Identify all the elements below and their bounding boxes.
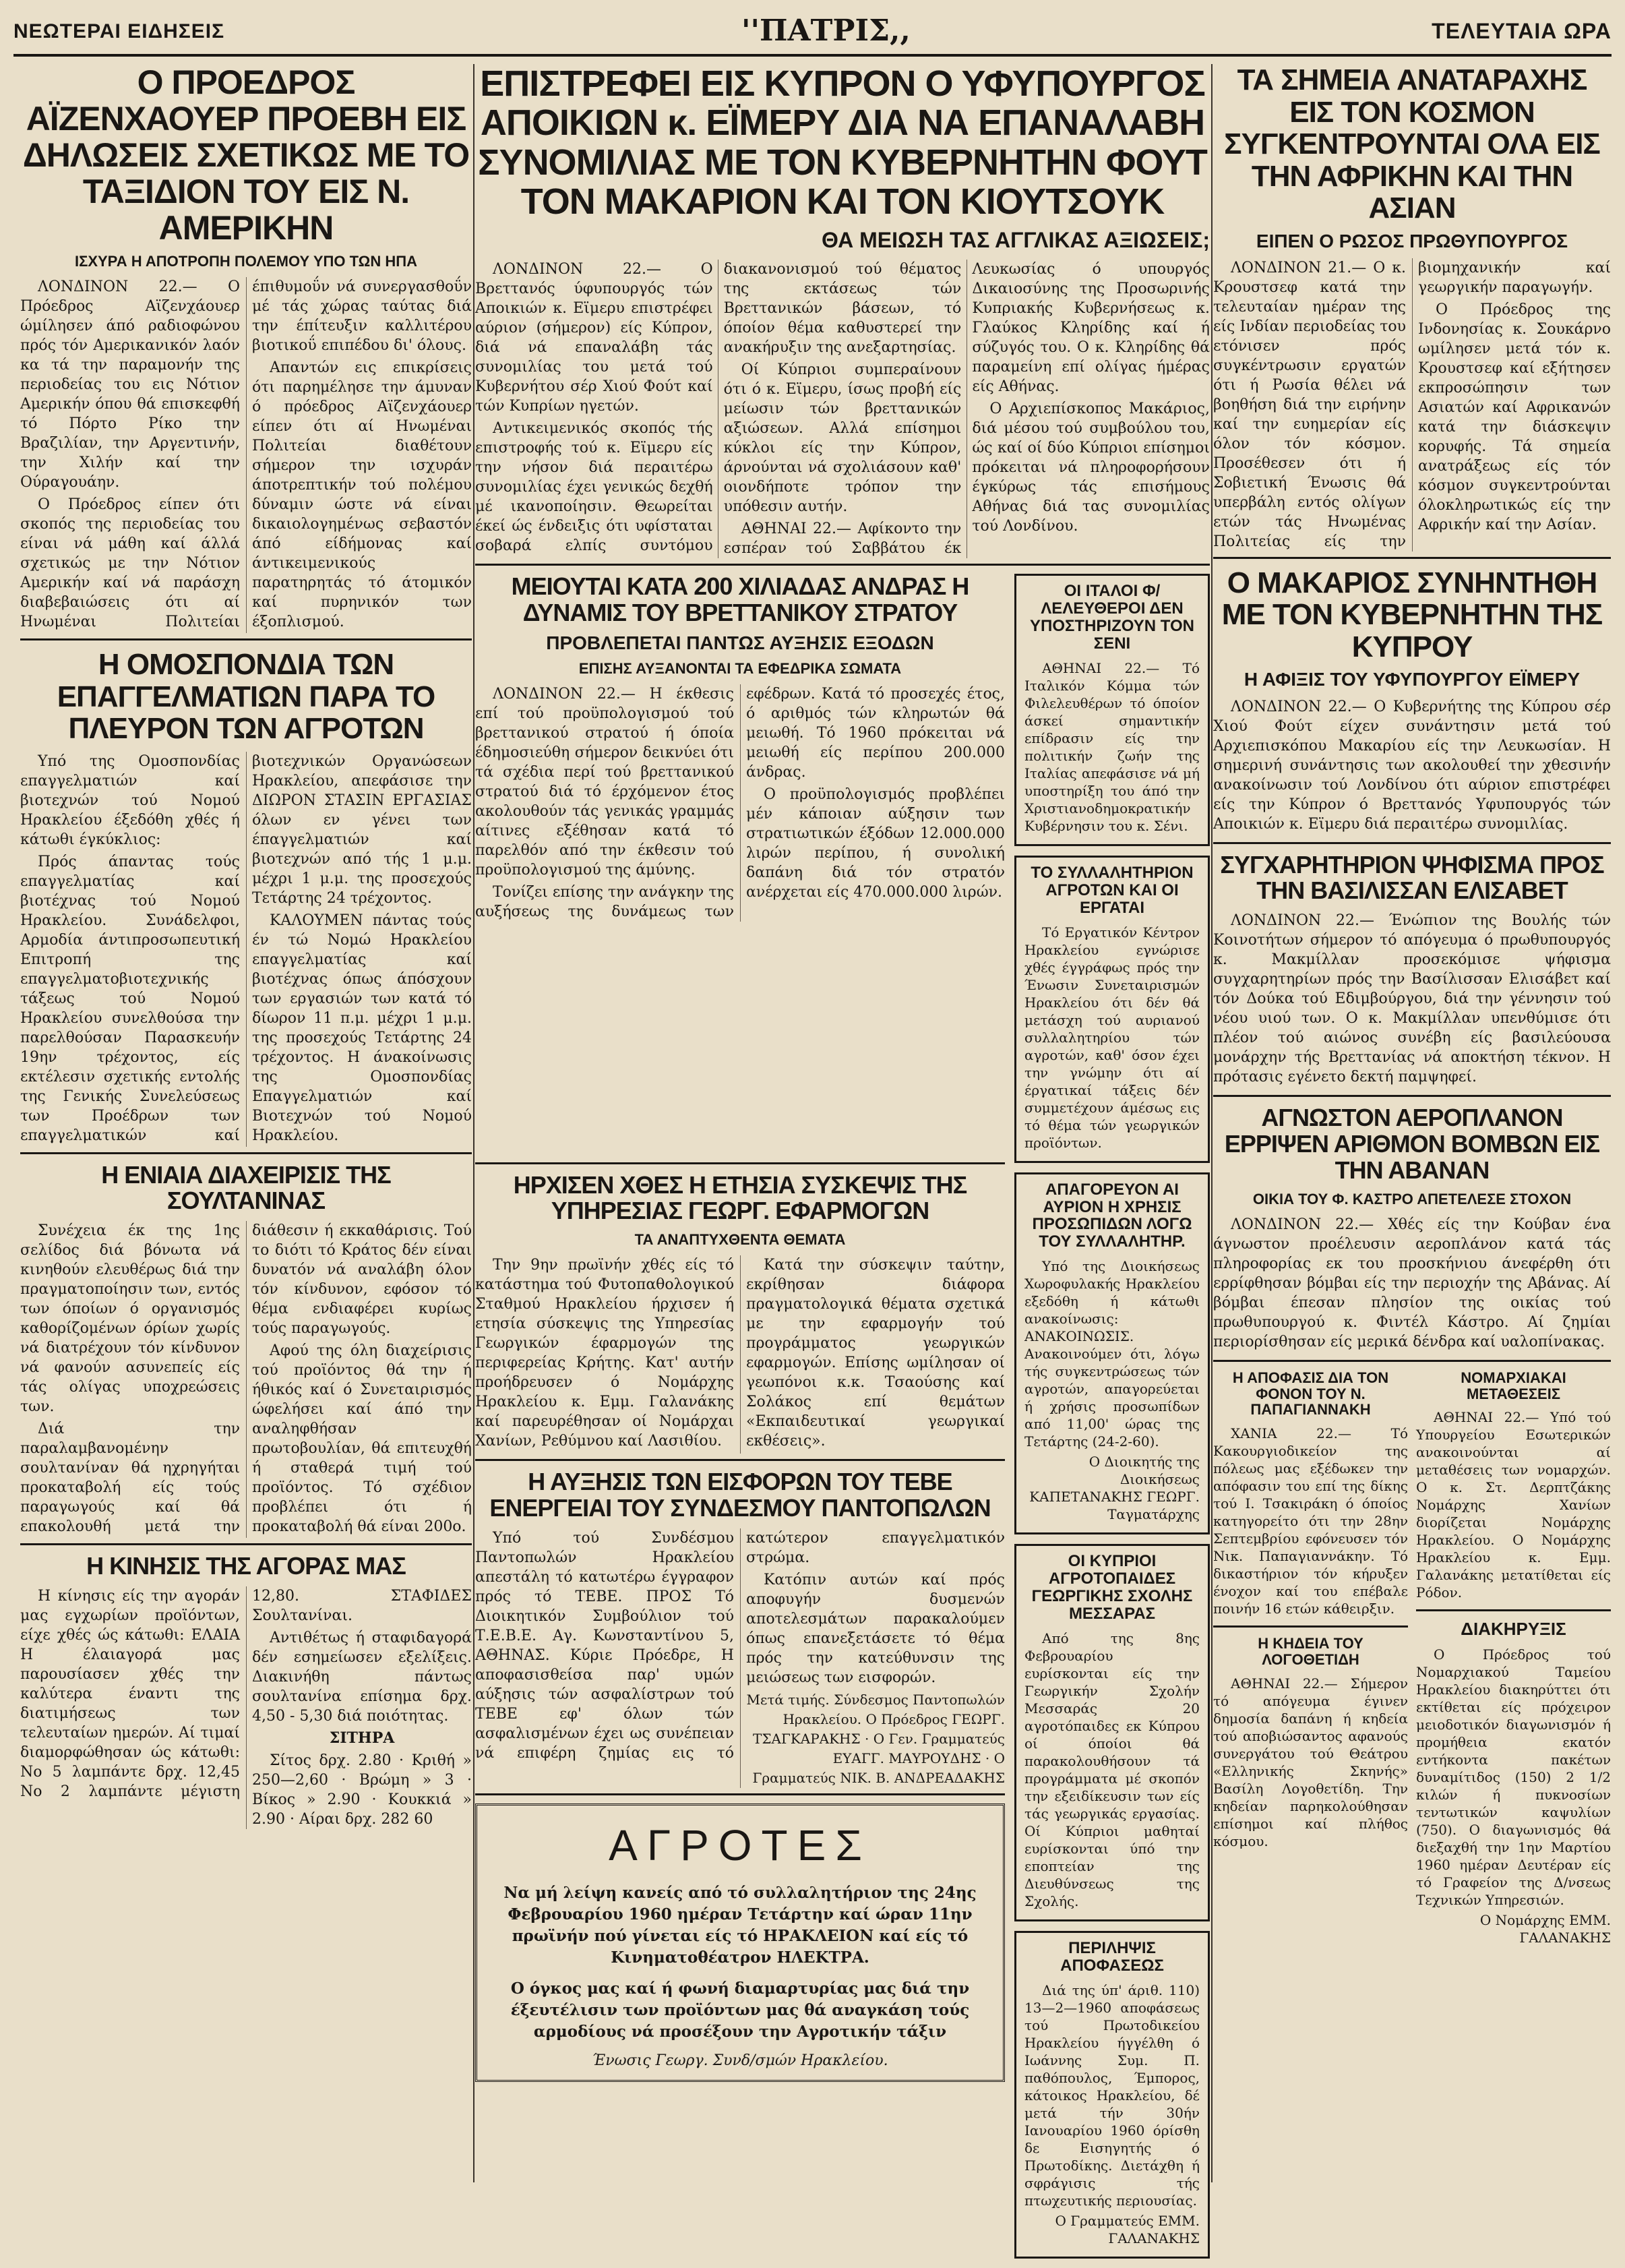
article-cyprus-amery xyxy=(475,64,1210,566)
article-eisenhower xyxy=(20,64,472,640)
paragraph: Την 9ην πρωϊνήν χθές είς τό κατάστημα τού Φυτοπαθολογικού Σταθμού Ηρακλείου ήρχισεν ή ετησία σύσκεψις της Υπηρεσίας Γεωργικών έφαρμογών της περιφερείας Κρήτης. Κατ' αυτήν προήδρευσεν ό Νομάρχης Ηρακλείου κ. Εμμ. Γαλανάκης καί παρευρέθησαν οί Νομάρχαι Χανίων, Ρεθύμνου καί Λασιθίου. xyxy=(475,1257,734,1450)
headline-makarios: Ο ΜΑΚΑΡΙΟΣ ΣΥΝΗΝΤΗΘΗ ΜΕ ΤΟΝ ΚΥΒΕΡΝΗΤΗΝ ΤΗΣ ΚΥΠΡΟΥ xyxy=(1221,566,1603,663)
article-sultanina xyxy=(20,1162,472,1546)
article-body xyxy=(1213,1675,1408,1850)
paragraph: ΛΟΝΔΙΝΟΝ 22.— Ο Βρεττανός ύφυπουργός τών Αποικιών κ. Εϊμερυ επιστρέφει αύριον (σήμερον) είς Κύπρον, διά νά επαναλάβη τάς συνομιλίας του μετά τού Κυβερνήτου σέρ Χιού Φούτ καί τών Κυπρίων ηγετών. xyxy=(475,261,713,415)
article-funeral xyxy=(1213,1636,1408,1850)
article-cypriot-students xyxy=(1014,1544,1210,1921)
row-agriculture xyxy=(475,1172,1210,2268)
headline-court-decision: ΠΕΡΙΛΗΨΙΣ ΑΠΟΦΑΣΕΩΣ xyxy=(1060,1938,1164,1975)
paragraph: ΛΟΝΔΙΝΟΝ 22.— Χθές είς την Κούβαν ένα άγνωστον προέλευσιν αεροπλάνον κατά τάς πληροφορίας εκ του προσκήνιου άνεφέρθη ότι ερρίφθησαν βόμβαι είς την περιοχήν της Αβάνας. Αί βόμβαι έπεσαν πλησίον της οικίας τού πρωθυπουργού κ. Φιντέλ Κάστρο. Αί ζημίαι περιορίσθησαν είς μερικά δένδρα καί υαλοπίνακας. xyxy=(1213,1216,1611,1350)
article-body xyxy=(1213,911,1611,1087)
paragraph: Υπό τού Συνδέσμου Παντοπωλών Ηρακλείου απεστάλη τό κατωτέρω έγγραφον πρός τό ΤΕΒΕ. ΠΡΟΣ Τό Διοικητικόν Συμβούλιον τού Τ.Ε.Β.Ε. Αγ. Κωνσταντίνου 5, ΑΘΗΝΑΣ. Κύριε Πρόεδρε, Η αποφασισθείσα παρ' υμών αύξησις τών ασφαλίστρων τού ΤΕΒΕ εφ' όλων τών ασφαλισμένων έχει ως συνέπειαν νά επιφέρη ζημίας εις τό κατώτερον επαγγελματικόν στρώμα. xyxy=(475,1530,1005,1762)
paragraph: ΛΟΝΔΙΝΟΝ 22.— Η έκθεσις επί τού προϋπολογισμού τού βρεττανικού στρατού ή όποία έδημοσιεύθη σήμερον δεικνύει ότι τά σχέδια περί τού βρεττανικού στρατού διά τό έρχόμενον έτος ακολουθούν τάς γενικάς γραμμάς αίτινες εξέθησαν κατά τό παρελθόν από την έκθεσιν τού προϋπολογισμού της άμύνης. xyxy=(475,686,734,879)
article-body xyxy=(20,752,472,1147)
headline-tebe: Η ΑΥΞΗΣΙΣ ΤΩΝ ΕΙΣΦΟΡΩΝ ΤΟΥ ΤΕΒΕ ΕΝΕΡΓΕΙΑΙ ΤΟΥ ΣΥΝΔΕΣΜΟΥ ΠΑΝΤΟΠΩΛΩΝ xyxy=(489,1468,991,1522)
headline-italian-liberals: ΟΙ ΙΤΑΛΟΙ Φ/ΛΕΛΕΥΘΕΡΟΙ ΔΕΝ ΥΠΟΣΤΗΡΙΖΟΥΝ ΤΟΝ ΣΕΝΙ xyxy=(1030,582,1194,653)
signature: Ο Διοικητής της Διοικήσεως ΚΑΠΕΤΑΝΑΚΗΣ ΓΕΩΡΓ. Ταγματάρχης xyxy=(1029,1454,1200,1523)
signature: Ο Γραμματεύς ΕΜΜ. ΓΑΛΑΝΑΚΗΣ xyxy=(1055,2212,1200,2246)
ad-text: Να μή λείψη κανείς από τό συλλαλητήριον της 24ης Φεβρουαρίου 1960 ημέραν Τετάρτην καί ώραν 11ην πρωϊνήν πού γίνεται είς τό ΗΡΑΚΛΕΙΟΝ καί είς τό Κινηματοθέατρον ΗΛΕΚΤΡΑ. xyxy=(503,1884,977,1967)
paragraph: Υπό της Ομοσπονδίας επαγγελματιών καί βιοτεχνών τού Νομού Ηρακλείου έξεδόθη χθές ή κάτωθι έγκύκλιος: xyxy=(20,752,240,848)
paragraph: Ο Πρόεδρος είπεν ότι σκοπός της περιοδείας του είναι νά μάθη καί άλλά σχετικώς με την Νότιον Αμερικήν καί νά παράσχη διαβεβαιώσεις ότι αί Ηνωμέναι Πολιτείαι έπιθυμοΰν νά συνεργασθοΰν μέ τάς χώρας ταύτας διά την έπίτευξιν καλλιτέρου βιοτικοΰ επιπέδου δι' όλους. xyxy=(20,278,472,630)
paragraph: Κατόπιν αυτών καί πρός αποφυγήν δυσμενών αποτελεσμάτων παρακαλούμεν όπως επανεξετάσετε τό θέμα πρός την κατεύθυνσιν της μειώσεως των εισφορών. xyxy=(746,1572,1005,1687)
kicker-havana: ΟΙΚΙΑ ΤΟΥ Φ. ΚΑΣΤΡΟ ΑΠΕΤΕΛΕΣΕ ΣΤΟΧΟΝ xyxy=(1252,1190,1572,1207)
paragraph: ΑΘΗΝΑΙ 22.— Τό Ιταλικόν Κόμμα τών Φιλελευθέρων τό όποίον άσκεί σημαντικήν επίδρασιν είς την πολιτικήν ζωήν της Ιταλίας απεφάσισε νά μή υποστηρίξη του άπό την Χριστιανοδημοκρατικήν Κυβέρνησιν του κ. Σένι. xyxy=(1024,659,1200,834)
prices-heading: ΣΙΤΗΡΑ xyxy=(329,1729,395,1748)
subheadline-british-army: ΠΡΟΒΛΕΠΕΤΑΙ ΠΑΝΤΩΣ ΑΥΞΗΣΙΣ ΕΞΟΔΩΝ xyxy=(546,632,934,653)
article-court-decision xyxy=(1014,1931,1210,2259)
headline-cyprus-amery: ΕΠΙΣΤΡΕΦΕΙ ΕΙΣ ΚΥΠΡΟΝ Ο ΥΦΥΠΟΥΡΓΟΣ ΑΠΟΙΚΙΩΝ κ. ΕΪΜΕΡΥ ΔΙΑ ΝΑ ΕΠΑΝΑΛΑΒΗ ΣΥΝΟΜΙΛΙΑΣ ΜΕ ΤΟΝ ΚΥΒΕΡΝΗΤΗΝ ΦΟΥΤ ΤΟΝ ΜΑΚΑΡΙΟΝ ΚΑΙ ΤΟΝ ΚΙΟΥΤΣΟΥΚ xyxy=(478,63,1207,222)
kicker-agri-conference: ΤΑ ΑΝΑΠΤΥΧΘΕΝΤΑ ΘΕΜΑΤΑ xyxy=(634,1231,846,1249)
paragraph: Συνέχεια έκ της 1ης σελίδος διά βόνωτα νά κινηθούν ελευθέρως διά την πραγματοποίησιν των, εντός των όποίων ό οργανισμός καθορίζομένων όρίων χωρίς νά διατρέχουν τόν κίνδυνον νά φανούν ασυνεπείς είς τάς ολίγας υποχρεώσεις των. xyxy=(20,1222,240,1416)
article-queen xyxy=(1213,852,1611,1098)
article-body xyxy=(1213,258,1611,551)
article-body xyxy=(20,277,472,633)
paragraph: ΛΟΝΔΙΝΟΝ 22.— Ένώπιον της Βουλής τών Κοινοτήτων σήμερον τό απόγευμα ό πρωθυπουργός κ. Μακμίλλαν προσεκόμισε ψήφισμα συγχαρητηρίων πρός την Βασίλισσαν Ελισάβετ καί τόν Δούκα τού Εδιμβούργου, διά την γέννησιν τού νέου υιού των. Ο κ. Μακμίλλαν υπενθύμισε ότι πλέον τού αιώνος συνέβη είς βασιλεύουσα μονάρχην τής Βρεττανίας νά αποκτήση τέκνον. Η πρότασις εγένετο δεκτή παμψηφεί. xyxy=(1213,912,1611,1086)
column-center xyxy=(475,63,1210,2246)
paragraph: ΑΘΗΝΑΙ 22.— Σήμερον τό απόγευμα έγινεν δημοσία δαπάνη ή κηδεία τού αποβιώσαντος αφανούς συνεργάτου τού Θεάτρου «Ελληνικής Σκηνής» Βασίλη Λογοθετίδη. Την κηδείαν παρηκολούθησαν επίσημοι καί πλήθος κόσμου. xyxy=(1213,1675,1408,1849)
headline-havana: ΑΓΝΩΣΤΟΝ ΑΕΡΟΠΛΑΝΟΝ ΕΡΡΙΨΕΝ ΑΡΙΘΜΟΝ ΒΟΜΒΩΝ ΕΙΣ ΤΗΝ ΑΒΑΝΑΝ xyxy=(1224,1104,1600,1185)
headline-market: Η ΚΙΝΗΣΙΣ ΤΗΣ ΑΓΟΡΑΣ ΜΑΣ xyxy=(86,1552,406,1580)
article-makarios xyxy=(1213,567,1611,844)
headline-agri-conference: ΗΡΧΙΣΕΝ ΧΘΕΣ Η ΕΤΗΣΙΑ ΣΥΣΚΕΨΙΣ ΤΗΣ ΥΠΗΡΕΣΙΑΣ ΓΕΩΡΓ. ΕΦΑΡΜΟΓΩΝ xyxy=(513,1170,967,1225)
paragraph: Διά της ύπ' άριθ. 110) 13—2—1960 αποφάσεως τού Πρωτοδικείου Ηρακλείου ήγγέλθη ό Ιωάννης Συμ. Π. παθόπουλος, Έμπορος, κάτοικος Ηρακλείου, δέ μετά τήν 30ήν Ιανουαρίου 1960 όρίσθη δε Εισηγητής ό Πρωτοδίκης. Διετάχθη ή σφράγισις τής πτωχευτικής περιουσίας. xyxy=(1024,1981,1200,2209)
paragraph: Οί Κύπριοι συμπεραίνουν ότι ό κ. Εϊμερυ, ίσως προβή είς μείωσιν τών βρεττανικών αξιώσεων. Αλλά επίσημοι κύκλοι είς την Κύπρον, άρνούνται νά σχολιάσουν καθ' οιονδήποτε τρόπον την υπόθεσιν αυτήν. xyxy=(723,361,962,516)
headline-unrest: ΤΑ ΣΗΜΕΙΑ ΑΝΑΤΑΡΑΧΗΣ ΕΙΣ ΤΟΝ ΚΟΣΜΟΝ ΣΥΓΚΕΝΤΡΟΥΝΤΑΙ ΟΛΑ ΕΙΣ ΤΗΝ ΑΦΡΙΚΗΝ ΚΑΙ ΤΗΝ ΑΣΙΑΝ xyxy=(1224,63,1600,225)
article-body xyxy=(20,1586,472,1829)
column-divider xyxy=(1211,64,1213,2182)
paragraph: ΑΘΗΝΑΙ 22.— Αφίκοντο την εσπέραν τού Σαββάτου έκ Λευκωσίας ό υπουργός Δικαιοσύνης της Προσωρινής Κυπριακής Κυβερνήσεως κ. Γλαύκος Κληρίδης καί ή σύζυγός του. Ο κ. Κληρίδης θά παραμείνη επί ολίγας ήμέρας είς Αθήνας. xyxy=(723,261,1210,558)
paragraph: Απαντών εις επικρίσεις ότι παρημέλησε την άμυναν ό πρόεδρος Αϊζενχάουερ είπεν ότι αί Ηνωμέναι Πολιτείαι διαθέτουν σήμερον την ισχυράν άποτρεπτικήν τού πολέμου δύναμιν ώστε νά είναι δικαιολογημένως σεβαστόν άπό είδήμονας καί άντικειμενικούς παρατηρητάς τό άτομικόν καί πυρηνικόν των έξοπλισμού. xyxy=(252,359,472,630)
stack xyxy=(1416,1370,1611,1949)
article-body xyxy=(20,1221,472,1538)
stack xyxy=(1213,1370,1408,1949)
signature: Μετά τιμής. Σύνδεσμος Παντοπωλών Ηρακλείου. Ο Πρόεδρος ΓΕΩΡΓ. ΤΣΑΓΚΑΡΑΚΗΣ · Ο Γεν. Γραμματεύς ΕΥΑΓΓ. ΜΑΥΡΟΥΔΗΣ · Ο Γραμματεύς ΝΙΚ. Β. ΑΝΔΡΕΑΔΑΚΗΣ xyxy=(746,1692,1005,1787)
article-body xyxy=(1213,1425,1408,1617)
paragraph: Ο προϋπολογισμός προβλέπει μέν κάποιαν αύξησιν των στρατιωτικών έξόδων 12.000.000 λιρών περίπου, ή συνολική δαπάνη διά τόν στρατόν ανέρχεται είς 470.000.000 λιρών. xyxy=(746,786,1005,901)
paragraph: ΛΟΝΔΙΝΟΝ 22.— Ο Πρόεδρος Αϊζενχάουερ ώμίλησεν άπό ραδιοφώνου πρός τόν Αμερικανικόν λαόν κα τά την παραμονήν της περιοδείας του εις Νότιον Αμερικήν όπου θά επισκεφθή τό Πόρτο Ρίκο την Βραζιλίαν, την Αργεντινήν, την Χιλήν καί την Ούραγουάην. xyxy=(20,278,240,491)
article-tebe xyxy=(475,1469,1005,1795)
column-divider xyxy=(473,64,474,2182)
column-left xyxy=(20,64,472,2182)
article-body xyxy=(1213,697,1611,834)
paragraph: Από της 8ης Φεβρουαρίου ευρίσκονται είς την Γεωργικήν Σχολήν Μεσσαράς 20 αγροτόπαιδες εκ Κύπρου οί όποίοι θά παρακολουθήσουν τά προγράμματα μέ σκοπόν την εξειδίκευσιν των είς τάς γεωργικάς εργασίας. Οί Κύπριοι μαθηταί ευρίσκονται ύπό την εποπτείαν της Διευθύνσεως της Σχολής. xyxy=(1024,1630,1200,1909)
prices-list: Σίτος δρχ. 2.80 · Κριθή » 250—2,60 · Βρώμη » 3 · Βίκος » 2.90 · Κουκκιά » 2.90 · Αίραι δρχ. 282 60 xyxy=(252,1752,472,1828)
headline-sultanina: Η ΕΝΙΑΙΑ ΔΙΑΧΕΙΡΙΣΙΣ ΤΗΣ ΣΟΥΛΤΑΝΙΝΑΣ xyxy=(101,1160,391,1215)
kicker-cyprus-amery: ΘΑ ΜΕΙΩΣΗ ΤΑΣ ΑΓΓΛΙΚΑΣ ΑΞΙΩΣΕΙΣ; xyxy=(822,228,1210,253)
right-stack xyxy=(1014,1172,1210,2268)
article-body xyxy=(475,1528,1005,1788)
paragraph: Αφού της όλη διαχείρισις τού προϊόντος θά την ή ήθικός καί ό Συνεταιρισμός ώφελήσει καί άπό την αναληφθήσαν πρωτοβουλίαν, θά επιτευχθή ή σταθερά τιμή τού προϊόντος. Τό σχέδιον προβλέπει ότι ή προκαταβολή θά είναι 200ο. xyxy=(252,1342,472,1536)
ad-signature: Ένωσις Γεωργ. Συνδ/σμών Ηρακλείου. xyxy=(592,2052,888,2070)
section-label-latest-news: ΝΕΩΤΕΡΑΙ ΕΙΔΗΣΕΙΣ xyxy=(13,20,225,42)
ad-title: ΑΓΡΟΤΕΣ xyxy=(609,1821,871,1870)
left-stack xyxy=(475,1172,1005,2268)
advertisement-farmers xyxy=(475,1803,1005,2082)
paragraph: Υπό της Διοικήσεως Χωροφυλακής Ηρακλείου εξεδόθη ή κάτωθι ανακοίνωσις: ΑΝΑΚΟΙΝΩΣΙΣ. Ανακοινούμεν ότι, λόγω τής συγκεντρώσεως τών αγροτών, απαγορεύεται ή χρήσις προσωπίδων από 11,00' ώρας της Τετάρτης (24-2-60). xyxy=(1024,1258,1200,1450)
headline-prefect-transfers: ΝΟΜΑΡΧΙΑΚΑΙ ΜΕΤΑΘΕΣΕΙΣ xyxy=(1461,1369,1566,1402)
subheadline-makarios: Η ΑΦΙΞΙΣ ΤΟΥ ΥΦΥΠΟΥΡΓΟΥ ΕΪΜΕΡΥ xyxy=(1244,669,1581,690)
paragraph: Τό Εργατικόν Κέντρον Ηρακλείου εγνώρισε χθές έγγράφως πρός την Ένωσιν Συνεταιρισμών Ηρακλείου ότι δέν θά μετάσχη τού αυριανού συλλαλητηρίου τών αγροτών, καθ' όσον έχει την γνώμην ότι αί έργατικαί τάξεις δέν συμμετέχουν άμέσως εις τό θέμα τών γεωργικών προϊόντων. xyxy=(1024,924,1200,1151)
sidebar-center-right xyxy=(1014,574,1210,1172)
paragraph: Η κίνησις είς την αγοράν μας εγχωρίων προϊόντων, είχε χθές ώς κάτωθι: ΕΛΑΙΑ Η έλαιαγορά μας παρουσίασεν χθές την καλύτερα έναντι της διατιμήσεως των τελευταίων ημερών. Αί τιμαί διαμορφώθησαν ώς κάτωθι: Νο 5 λαμπάντε δρχ. 12,45 Νο 2 λαμπάντε μέγιστη 12,80. ΣΤΑΦΙΔΕΣ Σουλτανίναι. xyxy=(20,1588,472,1801)
article-italian-liberals xyxy=(1014,574,1210,846)
article-body xyxy=(1416,1646,1611,1946)
article-prefect-transfers xyxy=(1416,1370,1611,1612)
article-murder-verdict xyxy=(1213,1370,1408,1628)
kicker-eisenhower: ΙΣΧΥΡΑ Η ΑΠΟΤΡΟΠΗ ΠΟΛΕΜΟΥ ΥΠΟ ΤΩΝ ΗΠΑ xyxy=(75,253,417,270)
ad-text: Ο όγκος μας καί ή φωνή διαμαρτυρίας μας διά την έξευτέλισιν των προϊόντων μας θά αναγκάση τούς αρμοδίους νά προσέξουν την Αγροτικήν τάξιν xyxy=(510,1979,970,2041)
paragraph: Ο Πρόεδρος της Ινδονησίας κ. Σουκάρνο ωμίλησεν μετά τόν κ. Κρουστσεφ καί εξήτησεν εκπροσώπησιν των Ασιατών καί Αφρικανών κατά την διάσκεψιν κορυφής. Τά σημεία ανατράξεως είς τόν κόσμον συγκεντρούνται όλοκληρωτικώς είς την Αφρικήν καί την Ασίαν. xyxy=(1418,301,1611,533)
masthead xyxy=(13,13,1612,57)
headline-murder-verdict: Η ΑΠΟΦΑΣΙΣ ΔΙΑ ΤΟΝ ΦΟΝΟΝ ΤΟΥ Ν. ΠΑΠΑΓΙΑΝΝΑΚΗ xyxy=(1232,1369,1389,1419)
article-masks-ban xyxy=(1014,1172,1210,1535)
article-workers xyxy=(1014,856,1210,1163)
article-body xyxy=(1024,1981,1200,2247)
article-body xyxy=(475,260,1210,558)
row-bottom-right xyxy=(1213,1370,1611,1949)
article-body xyxy=(1024,924,1200,1152)
paragraph: ΛΟΝΔΙΝΟΝ 22.— Ο Κυβερνήτης της Κύπρου σέρ Χιού Φούτ είχεν συνάντησιν μετά τού Αρχιεπισκόπου Μακαρίου είς την Λευκωσίαν. Η σημερινή συνάντησις των ακολουθεί την χθεσινήν ανακοίνωσιν τού Λονδίνου ότι αύριον επιστρέφει είς την Κύπρον ό Βρεττανός Υφυπουργός τών Αποικιών κ. Εϊμερυ διά περαιτέρω συνομιλίας. xyxy=(1213,698,1611,833)
article-british-army xyxy=(475,574,1005,1164)
article-market xyxy=(20,1553,472,1829)
paragraph: Αντιθέτως ή σταφιδαγορά δέν εσημείωσεν εξελίξεις. Διακινήθη πάντως σουλτανίνα επίσημα δρχ. 4,50 - 5,30 διά ποιότητας. xyxy=(252,1630,472,1725)
column-right xyxy=(1213,64,1611,2182)
headline-federation: Η ΟΜΟΣΠΟΝΔΙΑ ΤΩΝ ΕΠΑΓΓΕΛΜΑΤΙΩΝ ΠΑΡΑ ΤΟ ΠΛΕΥΡΟΝ ΤΩΝ ΑΓΡΟΤΩΝ xyxy=(57,648,435,746)
headline-funeral: Η ΚΗΔΕΙΑ ΤΟΥ ΛΟΓΟΘΕΤΙΔΗ xyxy=(1258,1635,1363,1668)
headline-british-army: ΜΕΙΟΥΤΑΙ ΚΑΤΑ 200 ΧΙΛΙΑΔΑΣ ΑΝΔΡΑΣ Η ΔΥΝΑΜΙΣ ΤΟΥ ΒΡΕΤΤΑΝΙΚΟΥ ΣΤΡΑΤΟΥ xyxy=(511,572,969,627)
headline-masks-ban: ΑΠΑΓΟΡΕΥΟΝ ΑΙ ΑΥΡΙΟΝ Η ΧΡΗΣΙΣ ΠΡΟΣΩΠΙΔΩΝ ΛΟΓΩ ΤΟΥ ΣΥΛΛΑΛΗΤΗΡ. xyxy=(1032,1180,1192,1251)
headline-tender: ΔΙΑΚΗΡΥΞΙΣ xyxy=(1461,1619,1566,1640)
article-federation xyxy=(20,649,472,1154)
paragraph: Κατά την σύσκεψιν ταύτην, εκρίθησαν διάφορα πραγματολογικά θέματα σχετικά με την εφαρμογήν τού προγράμματος γεωργικών εφαρμογών. Επίσης ωμίλησαν οί γεωπόνοι κ.κ. Τσαούσης καί Σολάκος επί θεμάτων «Εκπαιδευτικαί γεωργικαί εκθέσεις». xyxy=(746,1257,1005,1450)
article-body xyxy=(1024,659,1200,835)
paragraph: Τονίζει επίσης την ανάγκην της αυξήσεως της δυνάμεως των εφέδρων. Κατά τό προσεχές έτος, ό αριθμός τών κληρωτών θά μειωθή. Τό 1960 πρόκειται νά μειωθή είς περίπου 200.000 άνδρας. xyxy=(475,686,1005,921)
section-label-last-hour: ΤΕΛΕΥΤΑΙΑ ΩΡΑ xyxy=(1432,19,1612,43)
paragraph: Διά την παραλαμβανομένην σουλτανίναν θά ηχρηγήται προκαταβολή είς τούς παραγωγούς καί θά επακολουθή μετά την διάθεσιν ή εκκαθάρισις. Τού το διότι τό Κράτος δέν είναι δυνατόν νά αναλάβη όλον τόν κίνδυνον, εφόσον τό θέμα ενδιαφέρει κυρίως τούς παραγωγούς. xyxy=(20,1222,472,1536)
signature: Ο Νομάρχης ΕΜΜ. ΓΑΛΑΝΑΚΗΣ xyxy=(1479,1911,1611,1946)
row-british-army xyxy=(475,574,1210,1172)
article-havana xyxy=(1213,1105,1611,1362)
paragraph: ΧΑΝΙΑ 22.— Τό Κακουργιοδικείον της πόλεως μας εξέδωκεν την απόφασιν του επί της δίκης τού Ι. Τσακιράκη ό όποίος κατηγορείτο ότι την 28ην Σεπτεμβρίου εφόνευσεν τόν Νικ. Παπαγιαννάκην. Τό δικαστήριον τόν κήρυξεν ένοχον καί του επέβαλε ποινήν 16 ετών κάθειρξιν. xyxy=(1213,1425,1408,1617)
article-body xyxy=(1416,1408,1611,1601)
headline-workers: ΤΟ ΣΥΛΛΑΛΗΤΗΡΙΟΝ ΑΓΡΟΤΩΝ ΚΑΙ ΟΙ ΕΡΓΑΤΑΙ xyxy=(1031,863,1194,917)
paragraph: Πρός άπαντας τούς επαγγελματίας καί βιοτέχνας τού Νομού Ηρακλείου. Συνάδελφοι, Αρμοδία άντιπροσωπευτική Επιτροπή της επαγγελματοβιοτεχνικής τάξεως τού Νομού Ηρακλείου συνελθούσα την παρελθούσαν Παρασκευήν 19ην τρέχοντος, είς εκτέλεσιν σχετικής εντολής της Γενικής Συνελεύσεως των Προέδρων των επαγγελματικών καί βιοτεχνικών Οργανώσεων Ηρακλείου, απεφάσισε την ΔΙΩΡΟΝ ΣΤΑΣΙΝ ΕΡΓΑΣΙΑΣ όλων εν γένει των έπαγγελματιών καί βιοτεχνών από τής 1 μ.μ. μέχρι 1 μ.μ. της προσεχούς Τετάρτης 24 τρέχοντος. xyxy=(20,752,472,1144)
paragraph: Ο Πρόεδρος τού Νομαρχιακού Ταμείου Ηρακλείου διακηρύττει ότι εκτίθεται είς πρόχειρον μειοδοτικόν διαγωνισμόν ή προμήθεια εκατόν εντήκοντα πακέτων δυναμίτιδος (150) 2 1/2 κιλών ή πυκνοσίων τεντωτικών καψυλίων (750). Ο διαγωνισμός θά διεξαχθή την 1ην Μαρτίου 1960 ημέραν Δευτέραν είς τό Γραφείον της Δ/νσεως Τεχνικών Υπηρεσιών. xyxy=(1416,1646,1611,1908)
article-body xyxy=(1024,1630,1200,1910)
headline-cypriot-students: ΟΙ ΚΥΠΡΙΟΙ ΑΓΡΟΤΟΠΑΙΔΕΣ ΓΕΩΡΓΙΚΗΣ ΣΧΟΛΗΣ ΜΕΣΣΑΡΑΣ xyxy=(1031,1552,1193,1623)
paragraph: ΛΟΝΔΙΝΟΝ 21.— Ο κ. Κρουστσεφ κατά την τελευταίαν ημέραν της είς Ινδίαν περιοδείας του ετόνισεν πρός συγκέντρωσιν εργατών ότι ή Ρωσία θέλει νά βοηθήση διά την ειρήνην καί την ευημερίαν είς όλον τόν κόσμον. Προσέθεσεν ότι ή Σοβιετική Ένωσις θά υπερβάλη εντός ολίγων ετών τάς Ηνωμένας Πολιτείας είς την βιομηχανικήν καί γεωργικήν παραγωγήν. xyxy=(1213,259,1611,550)
headline-queen: ΣΥΓΧΑΡΗΤΗΡΙΟΝ ΨΗΦΙΣΜΑ ΠΡΟΣ ΤΗΝ ΒΑΣΙΛΙΣΣΑΝ ΕΛΙΣΑΒΕΤ xyxy=(1220,850,1604,905)
headline-eisenhower: Ο ΠΡΟΕΔΡΟΣ ΑΪΖΕΝΧΑΟΥΕΡ ΠΡΟΕΒΗ ΕΙΣ ΔΗΛΩΣΕΙΣ ΣΧΕΤΙΚΩΣ ΜΕ ΤΟ ΤΑΞΙΔΙΟΝ ΤΟΥ ΕΙΣ Ν. ΑΜΕΡΙΚΗΝ xyxy=(22,63,470,247)
article-body xyxy=(1213,1215,1611,1352)
kicker-british-army: ΕΠΙΣΗΣ ΑΥΞΑΝΟΝΤΑΙ ΤΑ ΕΦΕΔΡΙΚΑ ΣΩΜΑΤΑ xyxy=(578,660,902,678)
newspaper-name: ''ΠΑΤΡΙΣ,, xyxy=(741,13,911,48)
article-unrest xyxy=(1213,64,1611,559)
paragraph: Αντικειμενικός σκοπός τής επιστροφής τού κ. Εϊμερυ είς την νήσον διά περαιτέρω συνομιλίας έχει γενικώς δεχθή μέ ικανοποίησιν. Θεωρείται έκεί ώς ένδειξις ότι υφίσταται σοβαρά ελπίς συντόμου διακανονισμού τού θέματος της εκτάσεως τών Βρεττανικών βάσεων, τό όποίον θέμα καθυστερεί την ανακήρυξιν της ανεξαρτησίας. xyxy=(475,261,962,555)
paragraph: ΑΘΗΝΑΙ 22.— Υπό τού Υπουργείου Εσωτερικών ανακοινούνται αί μεταθέσεις των νομαρχών. Ο κ. Στ. Δερπτζάκης Νομάρχης Χανίων διορίζεται Νομάρχης Ηρακλείου. Ο Νομάρχης Ηρακλείου κ. Εμμ. Γαλανάκης μετατίθεται είς Ρόδον. xyxy=(1416,1409,1611,1601)
subheadline-unrest: ΕΙΠΕΝ Ο ΡΩΣΟΣ ΠΡΩΘΥΠΟΥΡΓΟΣ xyxy=(1256,230,1568,251)
article-body xyxy=(475,1255,1005,1454)
paragraph: ΚΑΛΟΥΜΕΝ πάντας τούς έν τώ Νομώ Ηρακλείου επαγγελματίας καί βιοτέχνας όπως άπόσχουν των εργασιών των κατά τό δίωρον 11 π.μ. μέχρι 1 μ.μ. της προσεχούς Τετάρτης 24 τρέχοντος. Η άνακοίνωσις της Ομοσπονδίας Επαγγελματιών καί Βιοτεχνών τού Νομού Ηρακλείου. xyxy=(252,912,472,1144)
paragraph: Ο Αρχιεπίσκοπος Μακάριος, διά μέσου τού συμβούλου του, ώς καί οί δύο Κύπριοι επίσημοι πρόκειται νά πληροφορήσουν έγκύρως τάς επισήμους Αθήνας διά τας συνομιλίας τού Λονδίνου. xyxy=(972,400,1210,535)
article-tender xyxy=(1416,1619,1611,1946)
article-body xyxy=(475,684,1005,922)
article-agri-conference xyxy=(475,1172,1005,1462)
article-body xyxy=(1024,1257,1200,1523)
